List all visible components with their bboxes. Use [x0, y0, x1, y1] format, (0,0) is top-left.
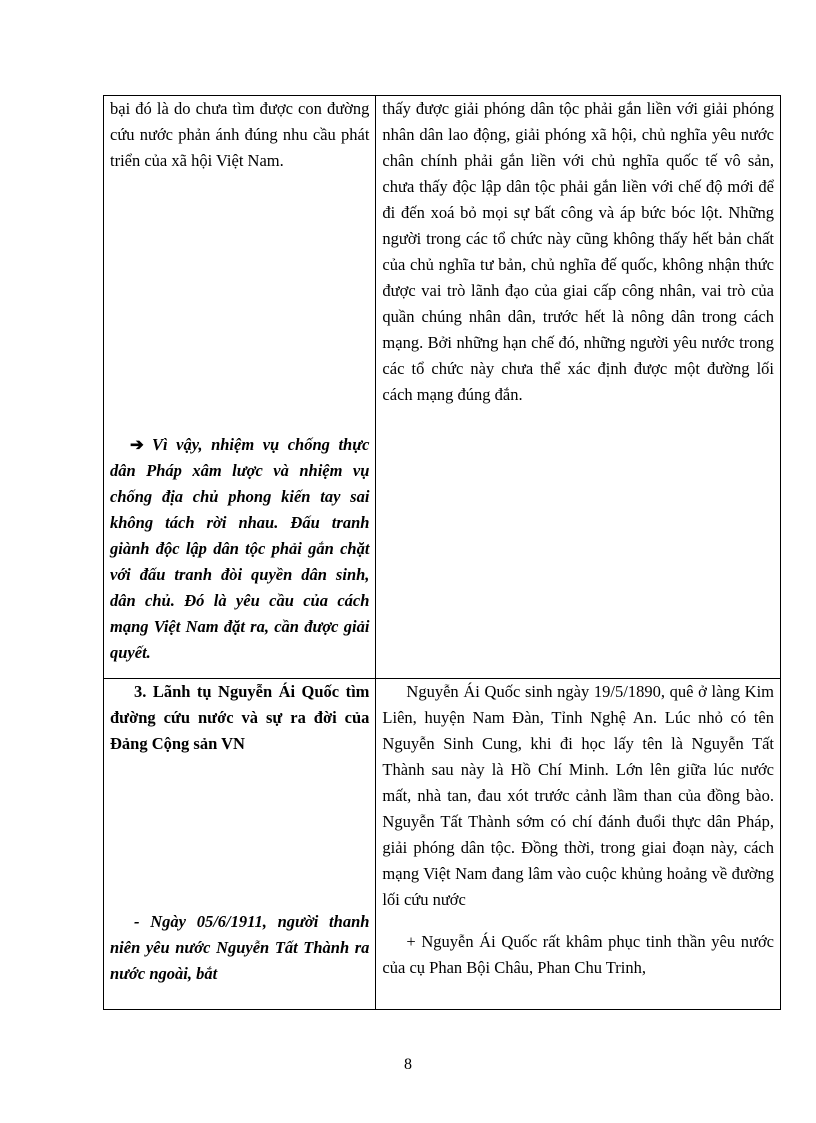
right-cell — [376, 96, 781, 679]
influence-paragraph: + Nguyễn Ái Quốc rất khâm phục tinh thần yêu nước của cụ Phan Bội Châu, Phan Chu Trinh, — [382, 932, 774, 977]
arrow-right-icon: ➔ — [130, 435, 144, 454]
biography-paragraph: Nguyễn Ái Quốc sinh ngày 19/5/1890, quê ở làng Kim Liên, huyện Nam Đàn, Tỉnh Nghệ An. Lúc nhỏ có tên Nguyễn Sinh Cung, khi đi học lấy tên là Nguyễn Tất Thành sau này là Hồ Chí Minh. Lớn lên giữa lúc nước mất, nhà tan, đau xót trước cảnh lầm than của đồng bào. Nguyễn Tất Thành sớm có chí đánh đuổi thực dân Pháp, giải phóng dân tộc. Đồng thời, trong giai đoạn này, cách mạng Việt Nam đang lâm vào cuộc khủng hoảng về đường lối cứu nước — [382, 682, 774, 909]
table-row — [104, 679, 781, 1010]
table-row — [104, 96, 781, 679]
content-table — [103, 95, 781, 1010]
right-cell — [376, 679, 781, 1010]
page-number: 8 — [404, 1056, 412, 1073]
section-heading: 3. Lãnh tụ Nguyễn Ái Quốc tìm đường cứu nước và sự ra đời của Đảng Cộng sản VN — [110, 682, 370, 753]
event-text: - Ngày 05/6/1911, người thanh niên yêu nước Nguyễn Tất Thành ra nước ngoài, bắt — [110, 912, 370, 983]
right-body-text: thấy được giải phóng dân tộc phải gắn liền với giải phóng nhân dân lao động, giải phóng xã hội, chủ nghĩa yêu nước chân chính phải gắn liền với chủ nghĩa quốc tế vô sản, chưa thấy độc lập dân tộc phải gắn liền với chế độ mới để đi đến xoá bỏ mọi sự bất công và áp bức bóc lột. Những người trong các tổ chức này cũng không thấy hết bản chất của chủ nghĩa tư bản, chủ nghĩa đế quốc, không nhận thức được vai trò lãnh đạo của giai cấp công nhân, vai trò của quần chúng nhân dân, trước hết là nông dân trong cách mạng. Bởi những hạn chế đó, những người yêu nước trong các tổ chức này chưa thể xác định được một đường lối cách mạng đúng đắn. — [382, 99, 774, 404]
conclusion-paragraph — [110, 432, 369, 666]
conclusion-text: Vì vậy, nhiệm vụ chống thực dân Pháp xâm lược và nhiệm vụ chống địa chủ phong kiến tay sai không tách rời nhau. Đấu tranh giành độc lập dân tộc phải gắn chặt với đấu tranh đòi quyền dân sinh, dân chủ. Đó là yêu cầu của cách mạng Việt Nam đặt ra, cần được giải quyết. — [110, 435, 370, 662]
left-cell — [104, 96, 376, 679]
left-cell — [104, 679, 376, 1010]
left-intro-text: bại đó là do chưa tìm được con đường cứu nước phản ánh đúng nhu cầu phát triển của xã hội Việt Nam. — [110, 99, 370, 170]
